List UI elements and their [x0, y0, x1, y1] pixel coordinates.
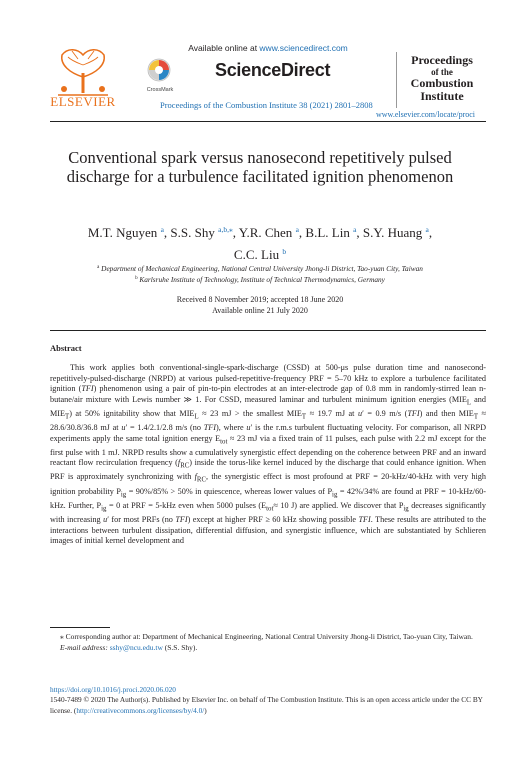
author-affil-mark[interactable]: a,b,⁎ [218, 225, 233, 234]
copyright-line [50, 695, 486, 716]
affiliation-text: Karlsruhe Institute of Technology, Institute of Technical Thermodynamics, Germany [139, 275, 385, 284]
journal-name-line4: Institute [420, 89, 464, 103]
author-affil-mark[interactable]: b [282, 247, 287, 256]
header-divider [50, 121, 486, 122]
author-name[interactable]: Y.R. Chen [238, 225, 293, 240]
email-suffix: (S.S. Shy). [164, 642, 198, 652]
journal-name-line2: of the [431, 67, 453, 77]
email-line [50, 643, 486, 654]
abstract-body [50, 363, 486, 547]
corresponding-text: ⁎ Corresponding author at: Department of Mechanical Engineering, National Central University Jhong-li District, Tao-yuan City, Taiwan. [60, 632, 473, 641]
abstract-paragraph: This work applies both conventional-single-spark-discharge (CSSD) at 500-μs pulse duration time and nanosecond-repetitively-pulsed-discharge (NRPD) at various pulsed-repetitive-frequency PRF = 5–70 kHz to explore a turbulence facilitated ignition (TFI) phenomenon using a pair of pin-to-pin electrodes at an inter-electrode gap of 0.8 mm in randomly-stirred lean n-butane/air mixture with Lewis number ≫ 1. For CSSD, measured laminar and turbulent minimum ignition energies ($MIE_L$ and $MIE_T$) at 50% ignitability show that $MIE_L \approx 23$ mJ > the smallest $MIE_T \approx 19.7$ mJ at u′ = 0.9 m/s (TFI) and then $MIE_T \approx 28.6/30.8/36.8$ mJ at u′ = 1.4/2.1/2.8 m/s (no TFI), where u′ is the r.m.s turbulent fluctuating velocity. For comparison, all NRPD experiments apply the same total ignition energy $E_{tot} \approx 23$ mJ via a fixed train of 11 pulses, each pulse with 2.2 mJ except for the first pulse with 1 mJ. NRPD results show a cumulatively synergistic effect depending on the coherence between PRF and an inward reactant flow recirculation frequency $(f_{RC})$ inside the torus-like kernel induced by the discharge that could enhance ignition. When PRF is approximately synchronizing with $f_{RC}$, the synergistic effect is most profound at PRF = 20-kHz/40-kHz with very high ignition probability $P_{ig} = 90\%/85\% > 50\%$ in quiescence, whereas lower values of $P_{ig} = 42\%/34\%$ are found at PRF = 10-kHz/60-kHz. Further, $P_{ig} = 0$ at PRF = 5-kHz even when 5000 pulses ($E_{tot}\approx 10$ J) are applied. We discover that $P_{ig}$ decreases significantly with increasing u′ for most PRFs (no TFI) except at higher PRF ≥ 60 kHz showing possible TFI. These results are attributed to the interactions between turbulent dissipation, differential diffusion, and synergistic influence, which are substantiated by Schlieren images of initial kernel development and [50, 363, 487, 546]
journal-name-line1: Proceedings [411, 53, 473, 67]
doi-copyright-block [50, 685, 486, 716]
affiliations [55, 263, 465, 285]
author-affil-mark[interactable]: a [353, 225, 357, 234]
author-name[interactable]: C.C. Liu [233, 247, 280, 262]
article-title: Conventional spark versus nanosecond repetitively pulsed discharge for a turbulence facilitated ignition phenomenon [66, 148, 454, 186]
journal-citation-link[interactable]: Proceedings of the Combustion Institute 38 (2021) 2801–2808 [160, 100, 373, 110]
affiliation-text: Department of Mechanical Engineering, National Central University Jhong-li District, Tao-yuan City, Taiwan [101, 264, 423, 273]
article-dates [60, 295, 460, 316]
corresponding-author-note [50, 632, 486, 653]
author-name[interactable]: M.T. Nguyen [87, 225, 158, 240]
author-name[interactable]: B.L. Lin [305, 225, 350, 240]
available-online-line [118, 43, 418, 53]
journal-homepage-link[interactable]: www.elsevier.com/locate/proci [376, 110, 475, 119]
author-name[interactable]: S.Y. Huang [362, 225, 423, 240]
email-link[interactable]: sshy@ncu.edu.tw [109, 642, 163, 652]
sciencedirect-link[interactable]: www.sciencedirect.com [259, 43, 348, 53]
available-prefix: Available online at [188, 43, 260, 53]
journal-name-box [396, 52, 487, 108]
available-online-date: Available online 21 July 2020 [212, 305, 308, 315]
footnote-divider [50, 627, 110, 628]
affiliation-mark: b [135, 276, 138, 281]
license-link[interactable]: http://creativecommons.org/licenses/by/4.0/ [76, 705, 205, 715]
affiliation-b [55, 274, 465, 285]
affiliation-mark: a [97, 265, 100, 270]
author-affil-mark[interactable]: a [425, 225, 429, 234]
sciencedirect-brand: ScienceDirect [215, 60, 331, 80]
doi-link[interactable]: https://doi.org/10.1016/j.proci.2020.06.020 [50, 685, 176, 694]
received-date: Received 8 November 2019; accepted 18 June 2020 [176, 295, 344, 304]
author-affil-mark[interactable]: a [295, 225, 299, 234]
abstract-heading: Abstract [50, 343, 82, 353]
author-list: M.T. Nguyen $^a$, S.S. Shy $^{a,b,⁎}$, Y.R. Chen $^a$, B.L. Lin $^a$, S.Y. Huang $^a$, C.C. Liu $^b$ [87, 225, 433, 262]
copyright-end: ) [204, 705, 207, 715]
publisher-wordmark: ELSEVIER [50, 94, 116, 109]
copyright-text: 1540-7489 © 2020 The Author(s). Published by Elsevier Inc. on behalf of The Combustion Institute. This is an open access article under the CC BY license. ( [50, 695, 483, 715]
author-name[interactable]: S.S. Shy [170, 225, 215, 240]
affiliation-a [55, 263, 465, 274]
abstract-divider [50, 330, 486, 331]
author-affil-mark[interactable]: a [160, 225, 164, 234]
crossmark-icon[interactable] [147, 58, 171, 86]
journal-name-line3: Combustion [410, 76, 474, 90]
email-label: E-mail address: [60, 642, 108, 652]
crossmark-label: CrossMark [146, 87, 174, 93]
